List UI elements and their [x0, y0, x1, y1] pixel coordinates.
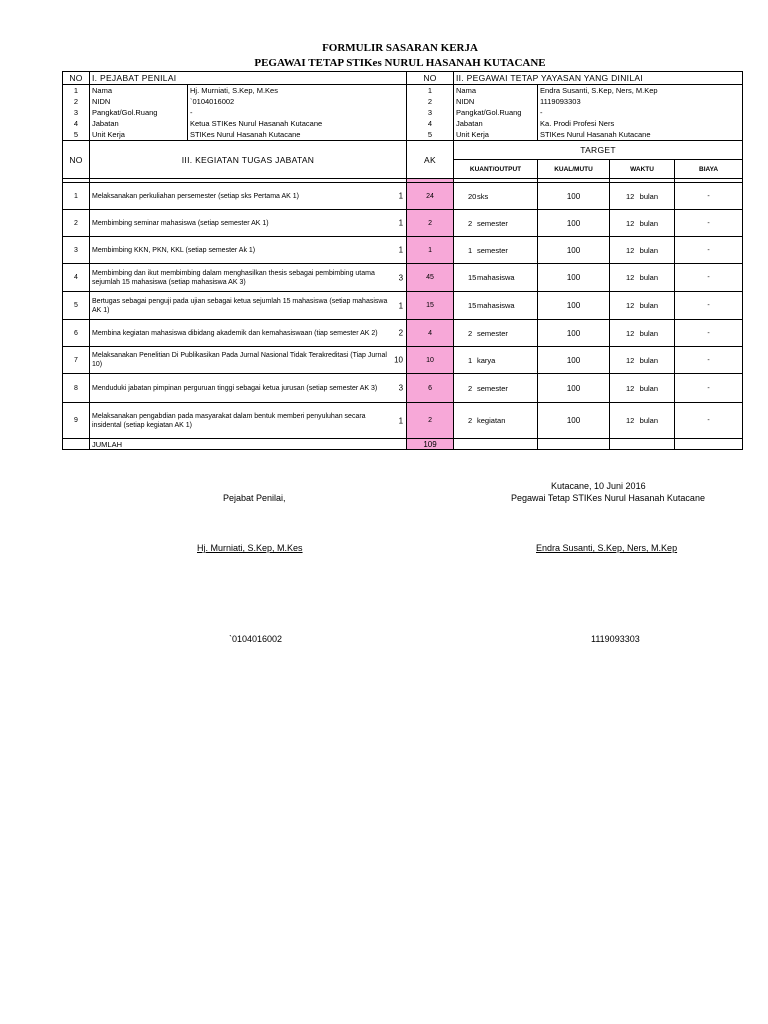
info-value: 1119093303: [538, 96, 743, 107]
activity-text: Bertugas sebagai penguji pada ujian sebagai ketua sejumlah 15 mahasiswa (setiap mahasiswa AK 1): [92, 297, 388, 314]
activity-row: [63, 237, 743, 264]
time-unit: bulan: [639, 273, 659, 282]
right-signer-name: Endra Susanti, S.Kep, Ners, M.Kep: [536, 543, 678, 553]
info-value: Hj. Murniati, S.Kep, M.Kes: [188, 85, 407, 97]
output-qty: 2: [468, 416, 473, 425]
kual-header: KUAL/MUTU: [538, 160, 610, 179]
info-label: Unit Kerja: [90, 129, 188, 141]
activity-weight: 1: [398, 301, 404, 310]
activity-ak: 45: [407, 264, 454, 292]
time-value: 12: [626, 416, 635, 425]
activity-text: Membimbing dan ikut membimbing dalam menghasilkan thesis sebagai pembimbing utama sejumlah 15 mahasiswa (setiap mahasiswa AK 3): [92, 269, 375, 286]
form-subtitle: PEGAWAI TETAP STIKes NURUL HASANAH KUTACANE: [254, 57, 546, 69]
time-value: 12: [626, 218, 635, 228]
activity-output: [454, 403, 538, 439]
info-no: 4: [63, 118, 90, 129]
activity-no: 7: [63, 347, 90, 374]
activity-quality: 100: [538, 320, 610, 347]
activity-no: 5: [63, 292, 90, 320]
activity-time: [610, 403, 675, 439]
info-value: -: [188, 107, 407, 118]
activity-output: [454, 347, 538, 374]
activity-cost: -: [675, 320, 743, 347]
info-label: Pangkat/Gol.Ruang: [454, 107, 538, 118]
time-unit: bulan: [639, 355, 659, 365]
section3-no-header: NO: [63, 141, 90, 179]
left-signer-id: `0104016002: [229, 634, 283, 644]
activity-time: [610, 183, 675, 210]
activity-row: [63, 210, 743, 237]
activity-quality: 100: [538, 292, 610, 320]
activity-output: [454, 292, 538, 320]
activity-row: [63, 347, 743, 374]
info-value: Endra Susanti, S.Kep, Ners, M.Kep: [538, 85, 743, 97]
info-no: 5: [63, 129, 90, 141]
activity-ak: 24: [407, 183, 454, 210]
time-value: 12: [626, 328, 635, 338]
info-value: Ketua STIKes Nurul Hasanah Kutacane: [188, 118, 407, 129]
section1-header: I. PEJABAT PENILAI: [90, 72, 407, 85]
activity-ak: 15: [407, 292, 454, 320]
activity-time: [610, 374, 675, 403]
activity-row: [63, 264, 743, 292]
place-date: Kutacane, 10 Juni 2016: [551, 481, 646, 491]
activity-row: [63, 292, 743, 320]
info-row: [63, 96, 743, 107]
info-row: [63, 118, 743, 129]
info-no: 4: [407, 118, 454, 129]
output-unit: semester: [477, 383, 508, 393]
activity-text: Melaksanakan Penelitian Di Publikasikan Pada Jurnal Nasional Tidak Terakreditasi (Tiap Jurnal 10): [92, 352, 387, 368]
activity-text: Membimbing KKN, PKN, KKL (setiap semester Ak 1): [92, 246, 256, 254]
activity-text: Membina kegiatan mahasiswa dibidang akademik dan kemahasiswaan (tiap semester AK 2): [92, 329, 378, 337]
activity-time: [610, 347, 675, 374]
waktu-header: WAKTU: [610, 160, 675, 179]
section1-no-header: NO: [63, 72, 90, 85]
output-qty: 20: [468, 191, 477, 201]
output-unit: kegiatan: [477, 416, 506, 425]
activity-weight: 10: [394, 355, 404, 365]
activity-cost: -: [675, 374, 743, 403]
activity-time: [610, 264, 675, 292]
activity-no: 8: [63, 374, 90, 403]
output-unit: semester: [477, 245, 508, 255]
activity-ak: 2: [407, 210, 454, 237]
activity-weight: 1: [398, 218, 404, 228]
activity-text: Membimbing seminar mahasiswa (setiap semester AK 1): [92, 219, 269, 227]
info-value: -: [538, 107, 743, 118]
time-value: 12: [626, 191, 635, 201]
time-unit: bulan: [639, 416, 659, 425]
info-value: Ka. Prodi Profesi Ners: [538, 118, 743, 129]
activity-cost: -: [675, 237, 743, 264]
output-qty: 2: [468, 383, 473, 393]
activity-cost: -: [675, 347, 743, 374]
activity-description: [90, 320, 407, 347]
info-value: `0104016002: [188, 96, 407, 107]
output-unit: mahasiswa: [477, 273, 515, 282]
activity-ak: 6: [407, 374, 454, 403]
activity-output: [454, 320, 538, 347]
activity-output: [454, 264, 538, 292]
form-title: FORMULIR SASARAN KERJA: [322, 42, 478, 54]
total-label: JUMLAH: [90, 439, 407, 450]
activity-no: 2: [63, 210, 90, 237]
time-unit: bulan: [639, 218, 659, 228]
activity-output: [454, 183, 538, 210]
activity-ak: 4: [407, 320, 454, 347]
time-value: 12: [626, 383, 635, 393]
activity-weight: 1: [398, 245, 404, 255]
activity-description: [90, 292, 407, 320]
output-qty: 1: [468, 355, 473, 365]
biaya-header: BIAYA: [675, 160, 743, 179]
activity-time: [610, 292, 675, 320]
activity-cost: -: [675, 403, 743, 439]
time-unit: bulan: [639, 191, 659, 201]
activity-row: [63, 374, 743, 403]
output-unit: semester: [477, 328, 508, 338]
activity-ak: 2: [407, 403, 454, 439]
output-qty: 2: [468, 328, 473, 338]
info-label: Nama: [454, 85, 538, 97]
info-no: 3: [407, 107, 454, 118]
activity-time: [610, 320, 675, 347]
right-signer-title: Pegawai Tetap STIKes Nurul Hasanah Kutacane: [511, 493, 705, 503]
info-label: Nama: [90, 85, 188, 97]
info-row: [63, 85, 743, 97]
activity-row: [63, 183, 743, 210]
output-unit: sks: [477, 191, 489, 201]
activity-no: 6: [63, 320, 90, 347]
activity-text: Menduduki jabatan pimpinan perguruan tinggi sebagai ketua jurusan (setiap semester AK 3): [92, 384, 378, 392]
time-unit: bulan: [639, 301, 659, 310]
info-no: 2: [407, 96, 454, 107]
right-signer-id: 1119093303: [591, 634, 640, 644]
activity-cost: -: [675, 264, 743, 292]
activity-description: [90, 237, 407, 264]
activity-no: 4: [63, 264, 90, 292]
info-no: 1: [407, 85, 454, 97]
time-unit: bulan: [639, 245, 659, 255]
activity-description: [90, 347, 407, 374]
activity-description: [90, 183, 407, 210]
time-unit: bulan: [639, 383, 659, 393]
info-label: Jabatan: [90, 118, 188, 129]
time-value: 12: [626, 273, 635, 282]
activity-no: 9: [63, 403, 90, 439]
info-label: Jabatan: [454, 118, 538, 129]
output-unit: semester: [477, 218, 508, 228]
info-label: Unit Kerja: [454, 129, 538, 141]
activity-cost: -: [675, 183, 743, 210]
info-no: 1: [63, 85, 90, 97]
info-row: [63, 129, 743, 141]
activity-quality: 100: [538, 210, 610, 237]
info-no: 2: [63, 96, 90, 107]
info-value: STIKes Nurul Hasanah Kutacane: [538, 129, 743, 141]
time-unit: bulan: [639, 328, 659, 338]
output-qty: 15: [468, 301, 477, 310]
activity-cost: -: [675, 210, 743, 237]
info-no: 3: [63, 107, 90, 118]
section3-header: III. KEGIATAN TUGAS JABATAN: [90, 141, 407, 179]
total-ak: 109: [407, 439, 454, 450]
activity-ak: 1: [407, 237, 454, 264]
info-value: STIKes Nurul Hasanah Kutacane: [188, 129, 407, 141]
activity-quality: 100: [538, 374, 610, 403]
kuant-header: KUANT/OUTPUT: [454, 160, 538, 179]
activity-text: Melaksanakan perkuliahan persemester (setiap sks Pertama AK 1): [92, 192, 299, 200]
time-value: 12: [626, 245, 635, 255]
info-no: 5: [407, 129, 454, 141]
info-row: [63, 107, 743, 118]
activity-row: [63, 320, 743, 347]
output-qty: 2: [468, 218, 473, 228]
activity-time: [610, 210, 675, 237]
left-signer-title: Pejabat Penilai,: [223, 493, 286, 503]
ak-header: AK: [407, 141, 454, 179]
activity-quality: 100: [538, 237, 610, 264]
info-label: Pangkat/Gol.Ruang: [90, 107, 188, 118]
activity-weight: 1: [398, 191, 404, 201]
activity-weight: 1: [398, 416, 404, 425]
left-signer-name: Hj. Murniati, S.Kep, M.Kes: [197, 543, 303, 553]
section2-header: II. PEGAWAI TETAP YAYASAN YANG DINILAI: [454, 72, 743, 85]
activity-description: [90, 210, 407, 237]
info-label: NIDN: [90, 96, 188, 107]
activity-row: [63, 403, 743, 439]
activity-no: 1: [63, 183, 90, 210]
activity-description: [90, 264, 407, 292]
activity-weight: 3: [398, 383, 404, 393]
activity-output: [454, 210, 538, 237]
activity-output: [454, 374, 538, 403]
output-unit: mahasiswa: [477, 301, 515, 310]
activity-quality: 100: [538, 183, 610, 210]
activity-ak: 10: [407, 347, 454, 374]
activity-output: [454, 237, 538, 264]
activity-quality: 100: [538, 264, 610, 292]
activity-quality: 100: [538, 347, 610, 374]
work-target-table: [62, 71, 743, 450]
output-unit: karya: [477, 355, 496, 365]
activity-no: 3: [63, 237, 90, 264]
section2-no-header: NO: [407, 72, 454, 85]
activity-weight: 3: [398, 273, 404, 282]
activity-quality: 100: [538, 403, 610, 439]
output-qty: 1: [468, 245, 473, 255]
info-label: NIDN: [454, 96, 538, 107]
time-value: 12: [626, 301, 635, 310]
activity-text: Melaksanakan pengabdian pada masyarakat dalam bentuk memberi penyuluhan secara insidental (setiap kegiatan AK 1): [92, 412, 366, 429]
activity-description: [90, 403, 407, 439]
activity-cost: -: [675, 292, 743, 320]
time-value: 12: [626, 355, 635, 365]
activity-weight: 2: [398, 328, 404, 338]
target-header: TARGET: [454, 141, 743, 160]
output-qty: 15: [468, 273, 477, 282]
activity-description: [90, 374, 407, 403]
activity-time: [610, 237, 675, 264]
